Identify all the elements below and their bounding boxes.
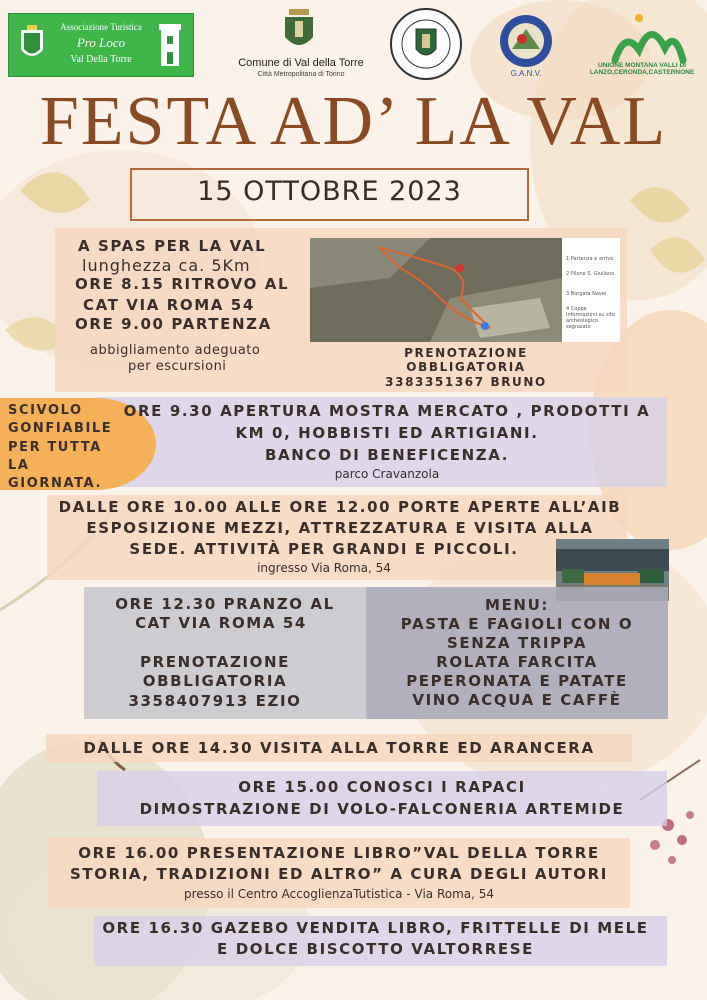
hike-location: CAT VIA ROMA 54 xyxy=(83,296,255,314)
book-place: presso il Centro AccoglienzaTutistica - Via Roma, 54 xyxy=(183,887,495,901)
market-place: parco Cravanzola xyxy=(334,467,440,481)
lunch-line-2: CAT VIA ROMA 54 xyxy=(135,614,307,632)
aib-line-3: SEDE. ATTIVITÀ PER GRANDI E PICCOLI. xyxy=(129,540,519,558)
market-line-3: BANCO DI BENEFICENZA. xyxy=(264,446,509,464)
market-line-2: KM 0, HOBBISTI ED ARTIGIANI. xyxy=(235,424,539,442)
falconry-line-2: DIMOSTRAZIONE DI VOLO-FALCONERIA ARTEMIDE xyxy=(139,800,625,818)
booking-1-line-1: PRENOTAZIONE xyxy=(404,346,528,360)
menu-title: MENU: xyxy=(485,596,549,614)
map-legend-item: 4 Coppe Informazioni su sito archeologico segnalato xyxy=(566,306,615,330)
crest-icon xyxy=(19,24,45,64)
aib-place: ingresso Via Roma, 54 xyxy=(257,561,391,575)
comune-seal-icon xyxy=(389,7,463,81)
menu-item: PASTA E FAGIOLI CON O xyxy=(400,615,634,633)
proloco-top-text: Associazione Turistica xyxy=(60,22,142,32)
falconry-line-1: ORE 15.00 CONOSCI I RAPACI xyxy=(238,778,526,796)
tower-visit-text: DALLE ORE 14.30 VISITA ALLA TORRE ED ARANCERA xyxy=(83,739,595,757)
event-date: 15 OTTOBRE 2023 xyxy=(197,176,462,207)
menu-item: VINO ACQUA E CAFFÈ xyxy=(412,691,622,709)
slide-line-2: GONFIABILE xyxy=(8,421,113,436)
lunch-booking-1: PRENOTAZIONE xyxy=(140,653,290,671)
comune-name: Comune di Val della Torre xyxy=(238,57,364,69)
slide-line-3: PER TUTTA xyxy=(8,440,102,455)
map-legend-item: 1 Partenza e arrivo xyxy=(566,256,614,262)
event-title: FESTA AD’ LA VAL xyxy=(39,83,668,160)
aib-line-1: DALLE ORE 10.00 ALLE ORE 12.00 PORTE APERTE ALL’AIB xyxy=(58,498,622,516)
tower-icon xyxy=(155,22,185,68)
gazebo-line-2: E DOLCE BISCOTTO VALTORRESE xyxy=(217,940,534,958)
booking-1-line-2: OBBLIGATORIA xyxy=(406,360,526,374)
menu-item: PEPERONATA E PATATE xyxy=(406,672,628,690)
map-legend-item: 3 Borgata Navei xyxy=(566,291,607,297)
slide-line-1: SCIVOLO xyxy=(8,403,83,418)
hike-length: lunghezza ca. 5Km xyxy=(82,256,251,275)
lunch-phone: 3358407913 EZIO xyxy=(128,692,302,710)
hike-title: A SPAS PER LA VAL xyxy=(78,237,267,255)
proloco-logo xyxy=(8,13,194,77)
ganv-logo-icon xyxy=(496,13,556,79)
map-legend-item: 2 Pilone S. Giuliano xyxy=(566,271,615,277)
hike-note-2: per escursioni xyxy=(128,359,227,374)
menu-item: ROLATA FARCITA xyxy=(436,653,598,671)
proloco-place: Val Della Torre xyxy=(70,54,132,65)
hike-note-1: abbigliamento adeguato xyxy=(90,343,261,358)
comune-subtitle: Città Metropolitana di Torino xyxy=(257,71,345,78)
proloco-name: Pro Loco xyxy=(76,35,126,50)
menu-item: SENZA TRIPPA xyxy=(446,634,588,652)
comune-crest-icon xyxy=(283,9,315,53)
map-image xyxy=(310,238,562,342)
lunch-line-1: ORE 12.30 PRANZO AL xyxy=(115,595,335,613)
hike-map xyxy=(310,238,620,342)
slide-line-5: GIORNATA. xyxy=(8,476,102,491)
book-line-1: ORE 16.00 PRESENTAZIONE LIBRO”VAL DELLA TORRE xyxy=(78,844,600,862)
gazebo-line-1: ORE 16.30 GAZEBO VENDITA LIBRO, FRITTELLE DI MELE xyxy=(102,919,649,937)
hike-meeting: ORE 8.15 RITROVO AL xyxy=(75,275,290,293)
unione-montana-name: UNIONE MONTANA VALLI DI LANZO,CERONDA,CASTERNONE xyxy=(589,62,695,76)
hike-start: ORE 9.00 PARTENZA xyxy=(75,315,272,333)
book-line-2: STORIA, TRADIZIONI ED ALTRO” A CURA DEGLI AUTORI xyxy=(70,865,608,883)
slide-line-4: LA xyxy=(8,458,30,473)
ganv-text: G.A.N.V. xyxy=(510,69,542,78)
map-legend xyxy=(562,238,620,342)
booking-1-phone: 3383351367 BRUNO xyxy=(385,375,547,389)
lunch-booking-2: OBBLIGATORIA xyxy=(142,672,288,690)
aib-line-2: ESPOSIZIONE MEZZI, ATTREZZATURA E VISITA ALLA xyxy=(86,519,594,537)
market-line-1: ORE 9.30 APERTURA MOSTRA MERCATO , PRODOTTI A xyxy=(123,402,651,420)
